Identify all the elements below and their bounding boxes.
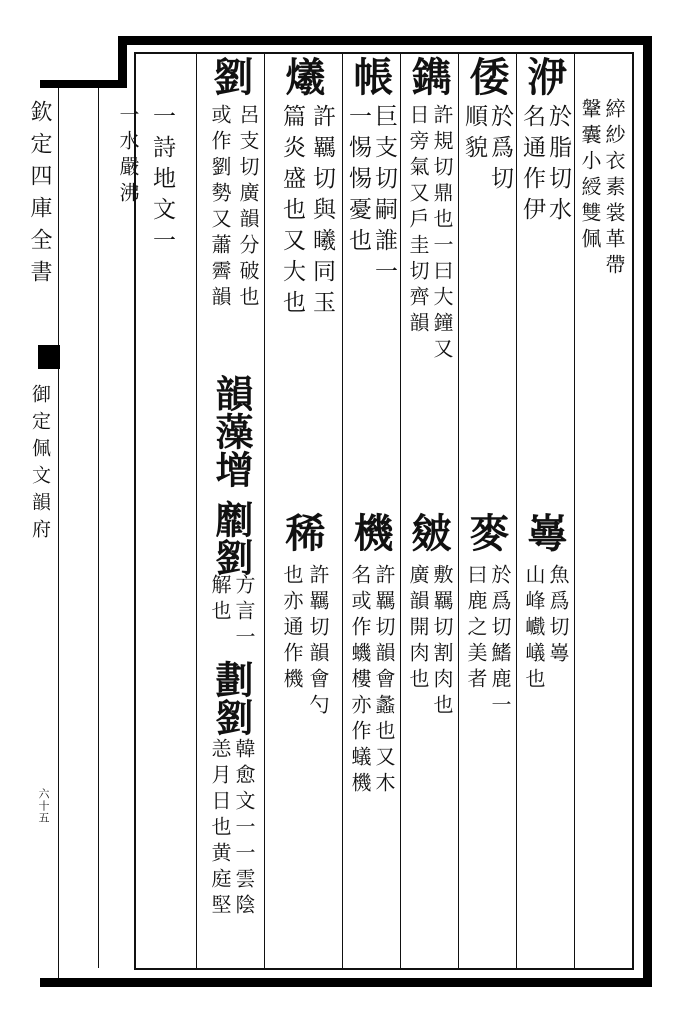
work-title: 御定佩文韻府 [29, 384, 51, 546]
frame-left-top-border [40, 80, 127, 88]
entry-head-character: 爔 [279, 56, 326, 96]
inner-right-rule [632, 52, 634, 970]
entry-note: 廣韻開肉也 [406, 564, 430, 694]
column-divider [98, 88, 99, 968]
entry-head-character: 稀 [279, 512, 326, 552]
phrase-head: 劃劉 [209, 660, 254, 736]
entry-note: 魚爲切㠋 [546, 564, 570, 668]
fishtail-mark [38, 345, 60, 369]
page-number: 六十五 [37, 788, 50, 824]
entry-head-character: 劉 [207, 56, 254, 96]
entry-note: 敷羈切割肉也 [430, 564, 454, 720]
entry-note: 或作劉勢又蕭霽韻 [208, 104, 232, 312]
column-divider [400, 54, 401, 968]
entry-note: 名或作蟣樓亦作蟻機 [348, 564, 372, 798]
entry-note: 於脂切水 [545, 104, 571, 228]
inner-top-rule [134, 52, 634, 54]
entry-head-character: 帳 [347, 56, 394, 96]
entry-note: 韓愈文一一雲陰 [232, 738, 256, 920]
frame-right-border [643, 36, 652, 986]
entry-head-character: 機 [347, 512, 394, 552]
section-heading: 韻藻增 [209, 374, 254, 488]
entry-note: 曰鹿之美者 [464, 564, 488, 694]
frame-bottom-border [40, 978, 652, 987]
entry-note: 許規切鼎也一曰大鐘又 [430, 104, 454, 364]
column-divider [574, 54, 575, 968]
entry-note: 許羈切韻會蠡也又木 [372, 564, 396, 798]
entry-note: 日旁氣又戶圭切齊韻 [406, 104, 430, 338]
entry-note: 名通作伊 [519, 104, 545, 228]
column-divider [264, 54, 265, 968]
column-divider [342, 54, 343, 968]
column-note: 綷紗衣素裳革帶 [602, 98, 626, 280]
entry-head-character: 鐫 [405, 56, 452, 96]
inner-bottom-rule [134, 968, 634, 970]
entry-note: 呂支切廣韻分破也 [236, 104, 260, 312]
entry-note: 山峰巇嶬也 [522, 564, 546, 694]
entry-note: 一惕惕憂也 [345, 104, 371, 259]
margin-rule [58, 88, 59, 978]
entry-head-character: 倭 [463, 56, 510, 96]
entry-note: 於爲切鰭鹿一 [488, 564, 512, 720]
book-title: 欽定四庫全書 [27, 100, 52, 292]
entry-head-character: 麥 [463, 512, 510, 552]
entry-note: 恙月日也黄庭堅 [208, 738, 232, 920]
column-divider [516, 54, 517, 968]
entry-note: 篇炎盛也又大也 [279, 104, 305, 321]
frame-top-border [118, 36, 652, 45]
entry-note: 巨支切嗣誰一 [371, 104, 397, 290]
phrase-head: 劘劉 [209, 500, 254, 576]
entry-head-character: 洢 [521, 56, 568, 96]
entry-note: 許羈切與曦同玉 [309, 104, 335, 321]
column-divider [458, 54, 459, 968]
entry-note: 許羈切韻會勺 [306, 564, 330, 720]
column-note: 鞶囊小綬雙佩 [578, 98, 602, 254]
entry-note: 於爲切 [487, 104, 513, 197]
entry-head-character: 㠋 [521, 512, 568, 552]
quote-text: 一水嚴沸 [116, 104, 140, 208]
entry-head-character: 皴 [405, 512, 452, 552]
entry-note: 也亦通作機 [280, 564, 304, 694]
quote-text: 一詩地文一 [149, 104, 175, 259]
column-divider [196, 54, 197, 968]
entry-note: 解也 [208, 574, 232, 626]
entry-note: 方言一 [232, 574, 256, 652]
entry-note: 順貌 [461, 104, 487, 166]
